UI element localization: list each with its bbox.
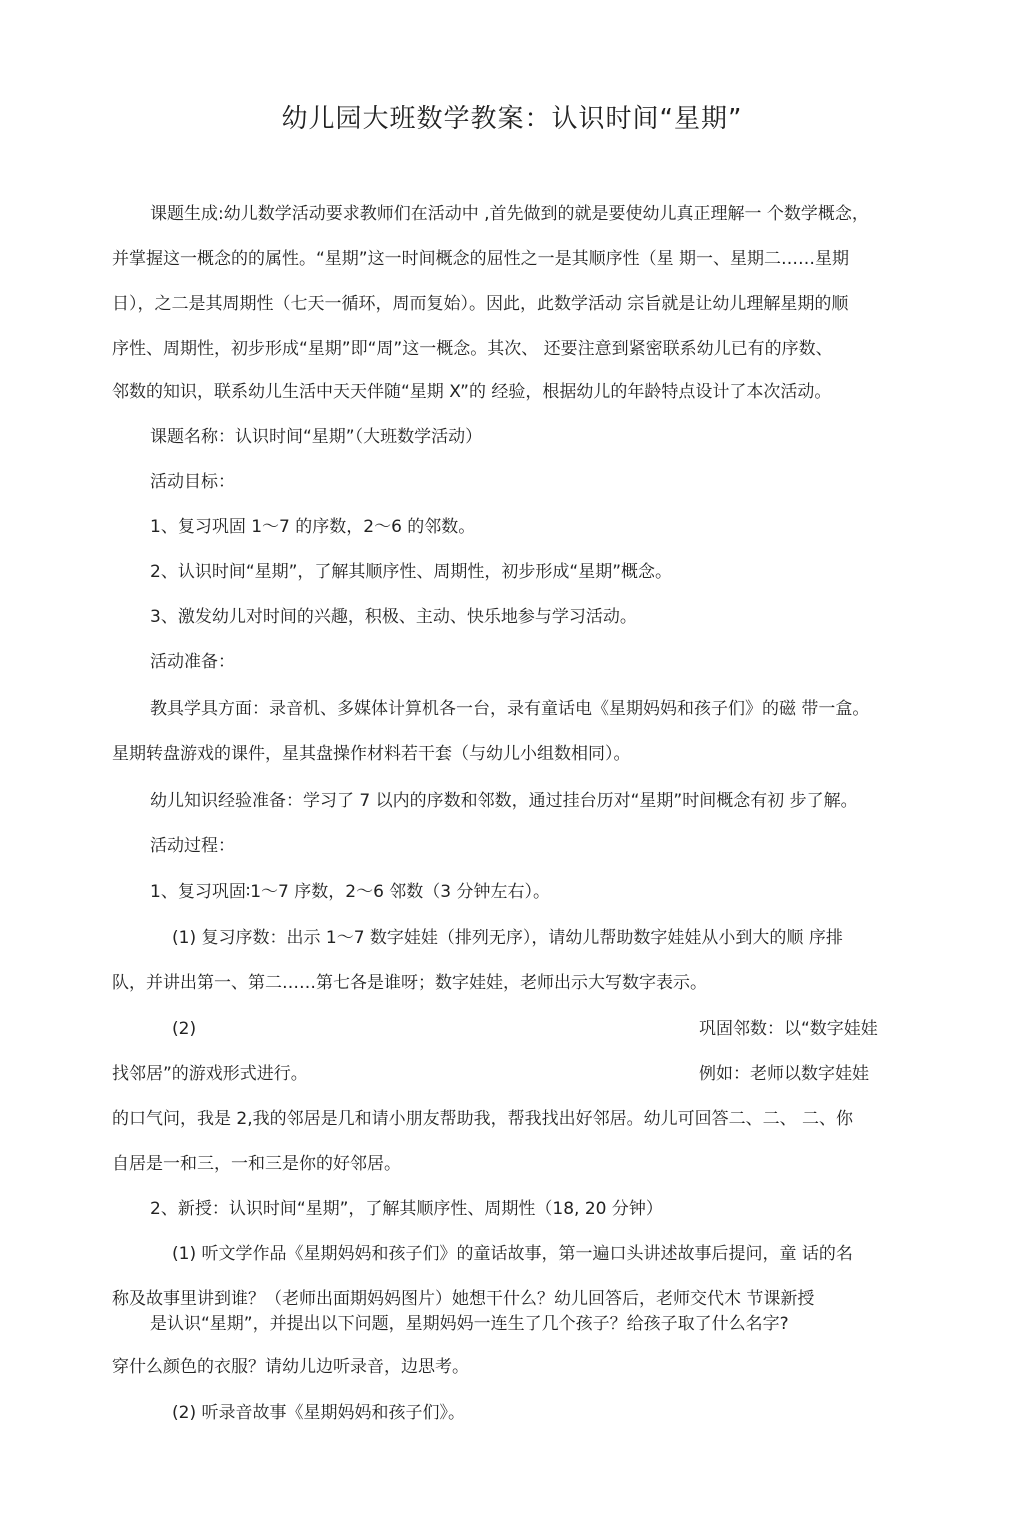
step-2: 2、新授：认识时间“星期”，了解其顺序性、周期性（18, 20 分钟） <box>150 1199 663 1219</box>
step-2-1-line-4: 穿什么颜色的衣服？请幼儿边听录音，边思考。 <box>112 1357 469 1377</box>
goal-item-1: 1、复习巩固 1～7 的序数，2～6 的邻数。 <box>150 517 476 537</box>
prep-heading: 活动准备： <box>150 652 235 672</box>
step-2-1-line-1: (1) 听文学作品《星期妈妈和孩子们》的童话故事，第一遍口头讲述故事后提问，童 话的名 <box>172 1244 853 1264</box>
intro-line-1: 课题生成:幼儿数学活动要求教师们在活动中 ,首先做到的就是要使幼儿真正理解一 个数学概念， <box>150 204 869 224</box>
step-1-2-right-2: 例如：老师以数字娃娃 <box>699 1064 869 1084</box>
step-1-2-right-1: 巩固邻数：以“数字娃娃 <box>699 1019 878 1039</box>
step-1-2-number: (2) <box>172 1019 197 1039</box>
step-1-2-line-4: 自居是一和三，一和三是你的好邻居。 <box>112 1154 401 1174</box>
process-heading: 活动过程： <box>150 836 235 856</box>
step-2-2: (2) 听录音故事《星期妈妈和孩子们》。 <box>172 1403 465 1423</box>
step-1-1-line-1: (1) 复习序数：出示 1～7 数字娃娃（排列无序），请幼儿帮助数字娃娃从小到大的顺 序排 <box>172 928 843 948</box>
intro-line-3: 日），之二是其周期性（七天一循环，周而复始）。因此，此数学活动 宗旨就是让幼儿理解星期的顺 <box>112 294 849 314</box>
step-1-2-left-2: 找邻居”的游戏形式进行。 <box>112 1064 308 1084</box>
goal-item-3: 3、激发幼儿对时间的兴趣，积极、主动、快乐地参与学习活动。 <box>150 607 637 627</box>
step-2-1-line-3: 是认识“星期”，并提出以下问题，星期妈妈一连生了几个孩子？给孩子取了什么名字? <box>150 1314 789 1334</box>
prep-tools-line-2: 星期转盘游戏的课件，星其盘操作材料若干套（与幼儿小组数相同）。 <box>112 744 631 764</box>
intro-line-4: 序性、周期性，初步形成“星期”即“周”这一概念。其次、 还要注意到紧密联系幼儿已有的序数、 <box>112 339 833 359</box>
goals-heading: 活动目标： <box>150 472 235 492</box>
step-1: 1、复习巩固∶1～7 序数，2～6 邻数（3 分钟左右）。 <box>150 882 551 902</box>
step-1-2-line-3: 的口气问，我是 2,我的邻居是几和请小朋友帮助我，帮我找出好邻居。幼儿可回答二、二、 二、你 <box>112 1109 854 1129</box>
intro-line-2: 并掌握这一概念的的属性。“星期”这一时间概念的屈性之一是其顺序性（星 期一、星期二……星期 <box>112 249 850 269</box>
prep-knowledge: 幼儿知识经验准备：学习了 7 以内的序数和邻数，通过挂台历对“星期”时间概念有初 步了解。 <box>150 791 858 811</box>
step-1-1-line-2: 队，并讲出第一、第二……第七各是谁呀；数字娃娃，老师出示大写数字表示。 <box>112 973 707 993</box>
goal-item-2: 2、认识时间“星期”，了解其顺序性、周期性，初步形成“星期”概念。 <box>150 562 673 582</box>
intro-line-5: 邻数的知识，联系幼儿生活中天天伴随“星期 X”的 经验，根据幼儿的年龄特点设计了本次活动。 <box>112 382 832 402</box>
step-2-1-line-2: 称及故事里讲到谁？（老师出面期妈妈图片）她想干什么？幼儿回答后，老师交代木 节课新授 <box>112 1289 815 1309</box>
document-title: 幼儿园大班数学教案：认识时间“星期” <box>281 104 743 134</box>
prep-tools-line-1: 教具学具方面：录音机、多媒体计算机各一台，录有童话电《星期妈妈和孩子们》的磁 带一盒。 <box>150 699 870 719</box>
topic-name: 课题名称：认识时间“星期”（大班数学活动） <box>150 427 483 447</box>
